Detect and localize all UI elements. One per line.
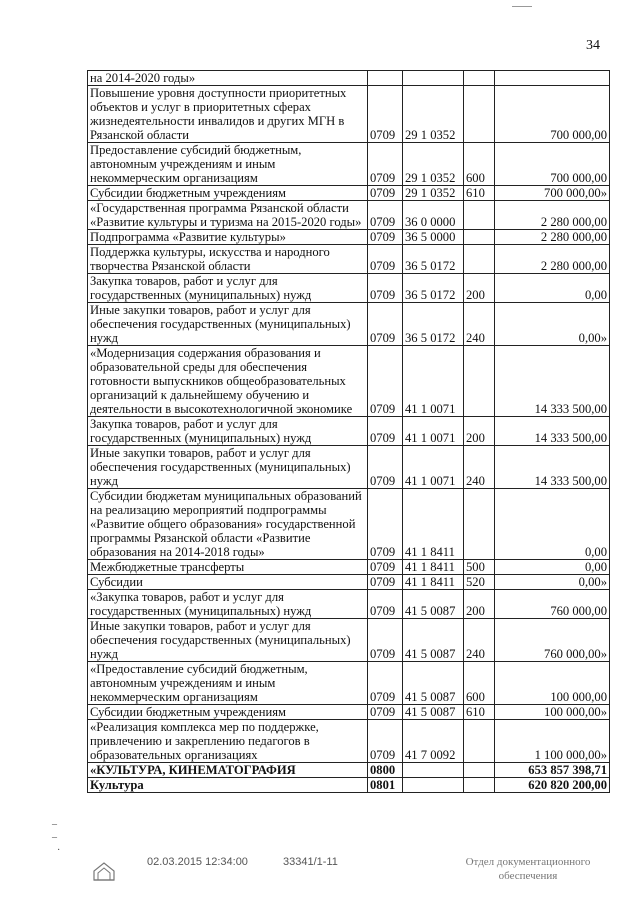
row-name-cell: Иные закупки товаров, работ и услуг для обеспечения государственных (муниципальных) нужд: [88, 619, 368, 662]
row-section-cell: 0709: [368, 489, 403, 560]
row-kind-cell: 200: [464, 274, 495, 303]
row-amount-cell: 2 280 000,00: [495, 245, 610, 274]
footer-code: 33341/1-11: [283, 856, 338, 868]
budget-table: [87, 70, 610, 793]
row-kind-cell: 240: [464, 446, 495, 489]
table-row: [88, 575, 610, 590]
table-row: [88, 778, 610, 793]
table-row: [88, 346, 610, 417]
table-row: [88, 417, 610, 446]
row-kind-cell: [464, 245, 495, 274]
row-target-cell: 41 5 0087: [403, 705, 464, 720]
row-amount-cell: 700 000,00: [495, 143, 610, 186]
row-target-cell: 36 5 0172: [403, 245, 464, 274]
row-amount-cell: 620 820 200,00: [495, 778, 610, 793]
row-amount-cell: 2 280 000,00: [495, 201, 610, 230]
row-section-cell: 0709: [368, 346, 403, 417]
row-target-cell: 41 5 0087: [403, 619, 464, 662]
table-row: [88, 619, 610, 662]
row-name-cell: «КУЛЬТУРА, КИНЕМАТОГРАФИЯ: [88, 763, 368, 778]
row-target-cell: 41 1 0071: [403, 446, 464, 489]
row-kind-cell: 600: [464, 662, 495, 705]
row-amount-cell: 100 000,00»: [495, 705, 610, 720]
table-row: [88, 560, 610, 575]
row-section-cell: 0709: [368, 230, 403, 245]
row-kind-cell: [464, 230, 495, 245]
row-name-cell: «Закупка товаров, работ и услуг для государственных (муниципальных) нужд: [88, 590, 368, 619]
row-name-cell: Субсидии бюджетам муниципальных образований на реализацию мероприятий подпрограммы «Развитие общего образования» государственной программы Рязанской области «Развитие образования на 2014-2018 годы»: [88, 489, 368, 560]
row-amount-cell: 1 100 000,00»: [495, 720, 610, 763]
row-kind-cell: 240: [464, 619, 495, 662]
row-target-cell: 41 1 0071: [403, 417, 464, 446]
table-row: [88, 71, 610, 86]
house-stamp-icon: [92, 860, 116, 882]
row-target-cell: 41 1 0071: [403, 346, 464, 417]
row-target-cell: 41 5 0087: [403, 662, 464, 705]
row-section-cell: 0709: [368, 560, 403, 575]
row-target-cell: 36 5 0172: [403, 303, 464, 346]
table-row: [88, 590, 610, 619]
row-name-cell: Иные закупки товаров, работ и услуг для обеспечения государственных (муниципальных) нужд: [88, 446, 368, 489]
row-target-cell: 41 5 0087: [403, 590, 464, 619]
row-amount-cell: 0,00»: [495, 303, 610, 346]
row-name-cell: Субсидии бюджетным учреждениям: [88, 186, 368, 201]
row-section-cell: 0801: [368, 778, 403, 793]
row-name-cell: на 2014-2020 годы»: [88, 71, 368, 86]
row-name-cell: «Реализация комплекса мер по поддержке, привлечению и закреплению педагогов в образовательных организациях: [88, 720, 368, 763]
row-name-cell: «Предоставление субсидий бюджетным, автономным учреждениям и иным некоммерческим организациям: [88, 662, 368, 705]
footer-date: 02.03.2015 12:34:00: [147, 856, 248, 868]
row-section-cell: 0709: [368, 201, 403, 230]
row-name-cell: Подпрограмма «Развитие культуры»: [88, 230, 368, 245]
row-name-cell: Предоставление субсидий бюджетным, автономным учреждениям и иным некоммерческим организациям: [88, 143, 368, 186]
table-row: [88, 274, 610, 303]
row-name-cell: Иные закупки товаров, работ и услуг для обеспечения государственных (муниципальных) нужд: [88, 303, 368, 346]
row-target-cell: 29 1 0352: [403, 143, 464, 186]
row-target-cell: [403, 763, 464, 778]
row-kind-cell: 600: [464, 143, 495, 186]
table-row: [88, 720, 610, 763]
row-target-cell: 29 1 0352: [403, 186, 464, 201]
row-kind-cell: [464, 346, 495, 417]
row-section-cell: [368, 71, 403, 86]
row-kind-cell: 500: [464, 560, 495, 575]
row-section-cell: 0800: [368, 763, 403, 778]
row-amount-cell: 14 333 500,00: [495, 417, 610, 446]
row-target-cell: [403, 71, 464, 86]
row-amount-cell: 14 333 500,00: [495, 346, 610, 417]
row-amount-cell: 653 857 398,71: [495, 763, 610, 778]
row-name-cell: Закупка товаров, работ и услуг для государственных (муниципальных) нужд: [88, 417, 368, 446]
row-target-cell: [403, 778, 464, 793]
margin-marks: – – ·: [52, 819, 61, 856]
row-kind-cell: [464, 763, 495, 778]
row-section-cell: 0709: [368, 446, 403, 489]
page-number: 34: [586, 38, 600, 53]
row-kind-cell: 240: [464, 303, 495, 346]
row-name-cell: Субсидии бюджетным учреждениям: [88, 705, 368, 720]
row-name-cell: Поддержка культуры, искусства и народного творчества Рязанской области: [88, 245, 368, 274]
row-amount-cell: 0,00: [495, 274, 610, 303]
row-amount-cell: 760 000,00»: [495, 619, 610, 662]
row-target-cell: 36 0 0000: [403, 201, 464, 230]
table-row: [88, 186, 610, 201]
table-row: [88, 201, 610, 230]
row-kind-cell: [464, 86, 495, 143]
table-row: [88, 489, 610, 560]
row-kind-cell: 520: [464, 575, 495, 590]
row-amount-cell: 700 000,00»: [495, 186, 610, 201]
row-kind-cell: 200: [464, 417, 495, 446]
row-section-cell: 0709: [368, 417, 403, 446]
row-kind-cell: 200: [464, 590, 495, 619]
row-amount-cell: 2 280 000,00: [495, 230, 610, 245]
row-name-cell: Культура: [88, 778, 368, 793]
table-row: [88, 86, 610, 143]
row-section-cell: 0709: [368, 619, 403, 662]
row-amount-cell: 0,00: [495, 489, 610, 560]
table-row: [88, 303, 610, 346]
row-amount-cell: 700 000,00: [495, 86, 610, 143]
row-section-cell: 0709: [368, 303, 403, 346]
row-section-cell: 0709: [368, 720, 403, 763]
row-amount-cell: 760 000,00: [495, 590, 610, 619]
scan-mark: [512, 6, 532, 7]
row-amount-cell: 14 333 500,00: [495, 446, 610, 489]
row-name-cell: «Модернизация содержания образования и образовательной среды для обеспечения готовности выпускников общеобразовательных организаций к дальнейшему обучению и деятельности в высокотехнологичной экономике: [88, 346, 368, 417]
row-name-cell: Межбюджетные трансферты: [88, 560, 368, 575]
row-target-cell: 36 5 0172: [403, 274, 464, 303]
table-row: [88, 446, 610, 489]
row-kind-cell: [464, 778, 495, 793]
footer-department: Отдел документационного обеспечения: [465, 856, 591, 882]
row-amount-cell: 0,00: [495, 560, 610, 575]
table-row: [88, 245, 610, 274]
row-section-cell: 0709: [368, 705, 403, 720]
row-kind-cell: 610: [464, 186, 495, 201]
row-kind-cell: [464, 720, 495, 763]
row-target-cell: 36 5 0000: [403, 230, 464, 245]
row-target-cell: 29 1 0352: [403, 86, 464, 143]
row-amount-cell: 100 000,00: [495, 662, 610, 705]
row-section-cell: 0709: [368, 186, 403, 201]
row-section-cell: 0709: [368, 662, 403, 705]
row-name-cell: Субсидии: [88, 575, 368, 590]
row-target-cell: 41 1 8411: [403, 560, 464, 575]
row-section-cell: 0709: [368, 575, 403, 590]
row-name-cell: Повышение уровня доступности приоритетных объектов и услуг в приоритетных сферах жизнедеятельности инвалидов и других МГН в Рязанской области: [88, 86, 368, 143]
row-kind-cell: [464, 489, 495, 560]
table-row: [88, 763, 610, 778]
row-section-cell: 0709: [368, 245, 403, 274]
row-target-cell: 41 1 8411: [403, 489, 464, 560]
table-row: [88, 662, 610, 705]
table-row: [88, 230, 610, 245]
row-name-cell: Закупка товаров, работ и услуг для государственных (муниципальных) нужд: [88, 274, 368, 303]
row-kind-cell: 610: [464, 705, 495, 720]
table-row: [88, 705, 610, 720]
row-section-cell: 0709: [368, 86, 403, 143]
row-name-cell: «Государственная программа Рязанской области «Развитие культуры и туризма на 2015-2020 годы»: [88, 201, 368, 230]
row-kind-cell: [464, 201, 495, 230]
row-target-cell: 41 1 8411: [403, 575, 464, 590]
table-row: [88, 143, 610, 186]
row-amount-cell: [495, 71, 610, 86]
row-amount-cell: 0,00»: [495, 575, 610, 590]
row-section-cell: 0709: [368, 274, 403, 303]
row-kind-cell: [464, 71, 495, 86]
row-section-cell: 0709: [368, 143, 403, 186]
row-target-cell: 41 7 0092: [403, 720, 464, 763]
row-section-cell: 0709: [368, 590, 403, 619]
